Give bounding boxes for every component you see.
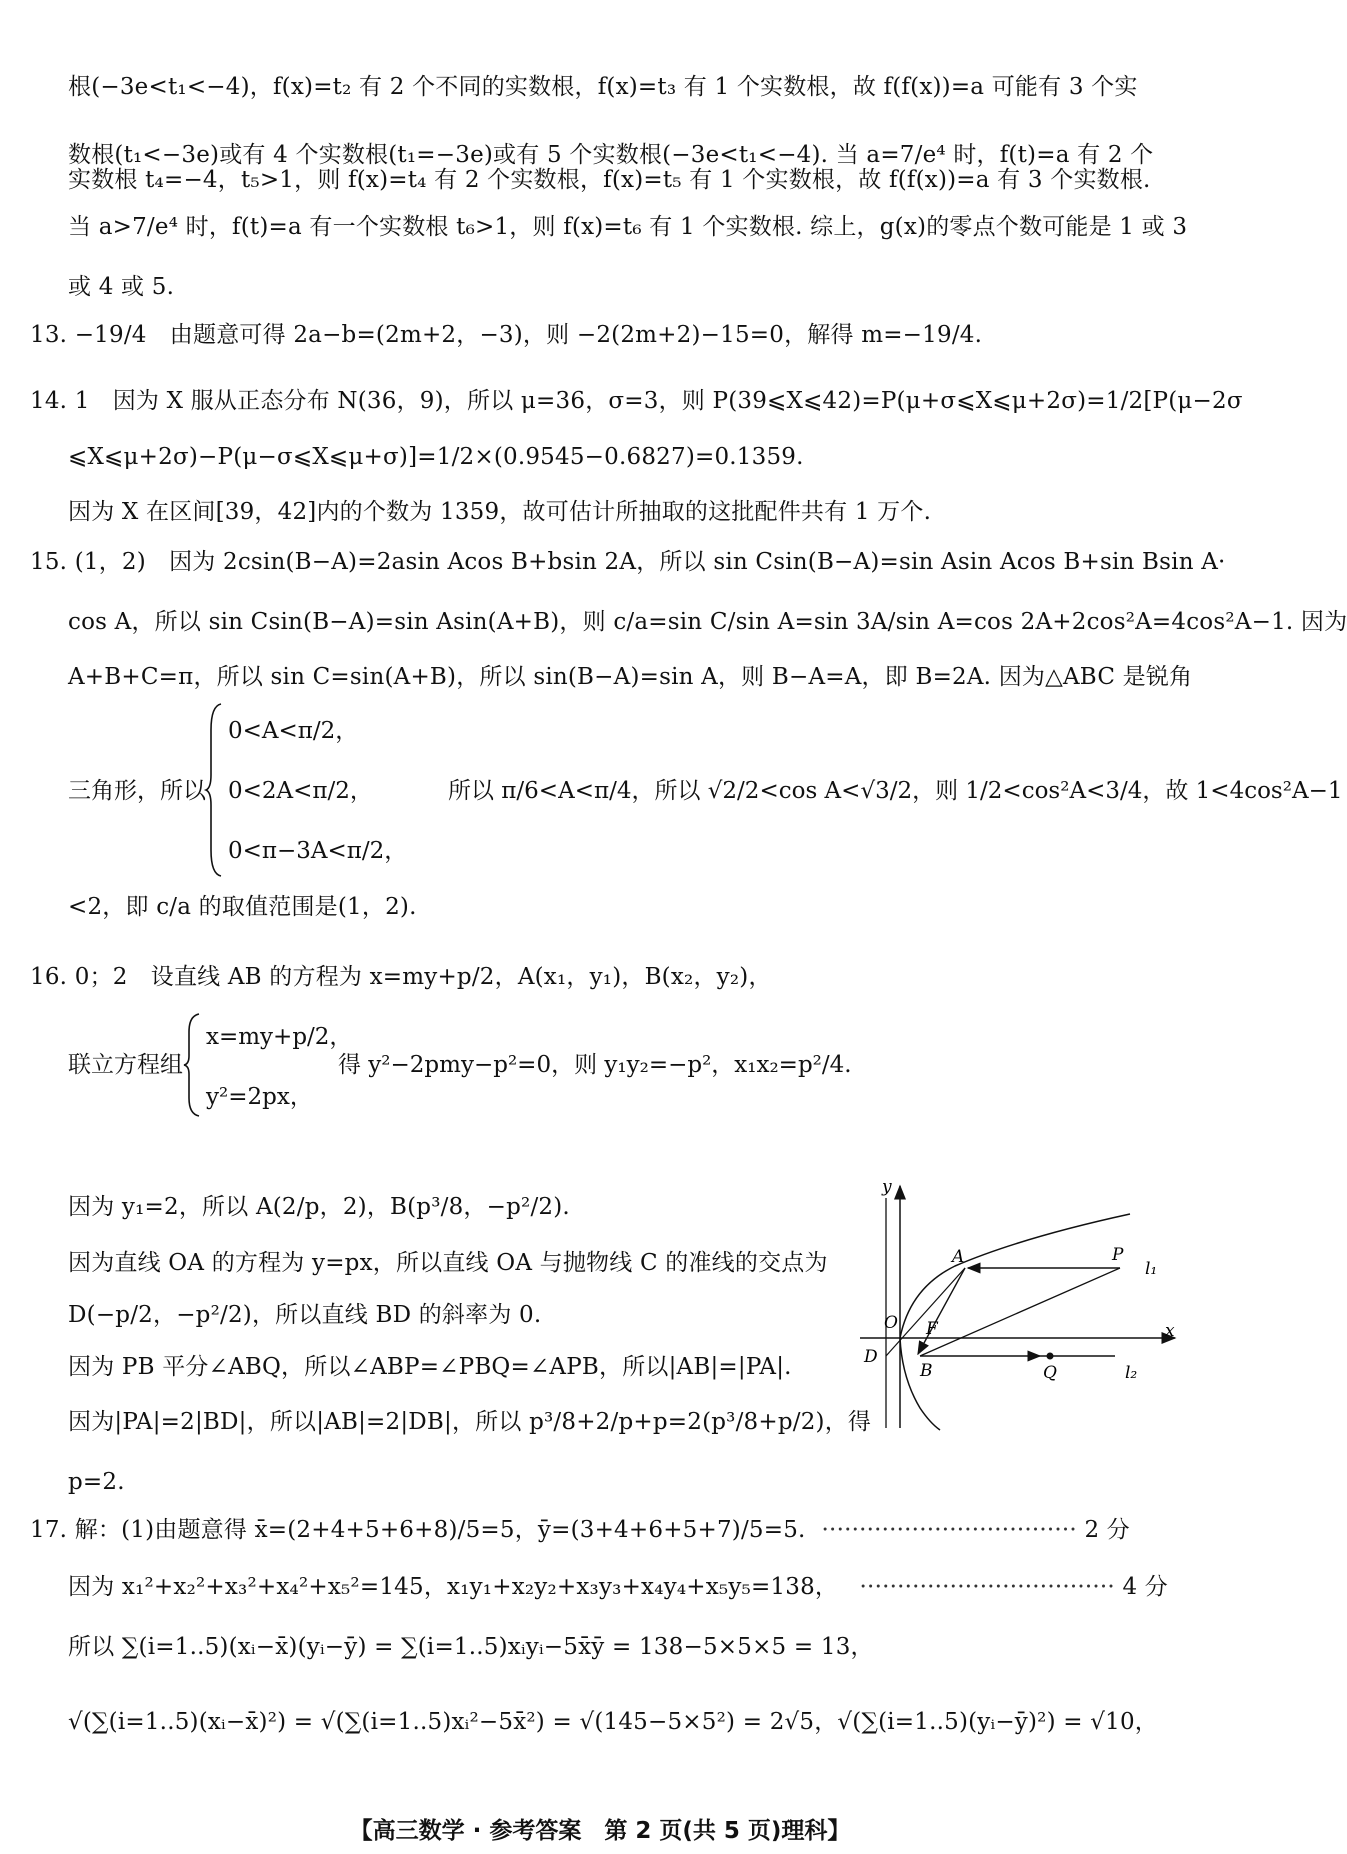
parabola-figure bbox=[850, 1178, 1180, 1433]
text-line: 或 4 或 5. bbox=[68, 274, 175, 300]
label-O: O bbox=[884, 1313, 898, 1333]
label-l1: l₁ bbox=[1145, 1259, 1158, 1279]
answer-16-line1: 16. 0；2 设直线 AB 的方程为 x=my+p/2，A(x₁，y₁)，B(x₂，y₂)， bbox=[30, 964, 772, 990]
answer-16-line5: D(−p/2，−p²/2)，所以直线 BD 的斜率为 0. bbox=[68, 1302, 542, 1328]
left-brace-icon bbox=[183, 1010, 203, 1120]
system-row: 0<π−3A<π/2， bbox=[228, 838, 408, 864]
answer-15-line1: 15. (1，2) 因为 2csin(B−A)=2asin Acos B+bsin 2A，所以 sin Csin(B−A)=sin Asin Acos B+sin Bsin A· bbox=[30, 549, 1226, 575]
point-Q bbox=[1047, 1353, 1054, 1360]
answer-16-line4: 因为直线 OA 的方程为 y=px，所以直线 OA 与抛物线 C 的准线的交点为 bbox=[68, 1250, 828, 1276]
answer-14-line1: 14. 1 因为 X 服从正态分布 N(36，9)，所以 μ=36，σ=3，则 P(39⩽X⩽42)=P(μ+σ⩽X⩽μ+2σ)=1/2[P(μ−2σ bbox=[30, 388, 1243, 414]
answer-16-line7: 因为|PA|=2|BD|，所以|AB|=2|DB|，所以 p³/8+2/p+p=2(p³/8+p/2)，得 bbox=[68, 1409, 872, 1435]
score-label: 4 分 bbox=[1122, 1574, 1168, 1600]
score-points bbox=[822, 1513, 1130, 1547]
score-points bbox=[860, 1570, 1168, 1604]
system-conclusion: 所以 π/6<A<π/4，所以 √2/2<cos A<√3/2，则 1/2<cos²A<3/4，故 1<4cos²A−1 bbox=[448, 778, 1343, 804]
answer-17-text: 17. 解：(1)由题意得 x̄=(2+4+5+6+8)/5=5，ȳ=(3+4+6+5+7)/5=5. bbox=[30, 1517, 806, 1543]
text-line: 数根(t₁<−3e)或有 4 个实数根(t₁=−3e)或有 5 个实数根(−3e<t₁<−4). 当 a=7/e⁴ 时，f(t)=a 有 2 个 bbox=[68, 142, 1154, 168]
system-row: x=my+p/2， bbox=[206, 1024, 353, 1050]
label-y: y bbox=[882, 1177, 892, 1197]
answer-13: 13. −19/4 由题意可得 2a−b=(2m+2，−3)，则 −2(2m+2)−15=0，解得 m=−19/4. bbox=[30, 322, 983, 348]
answer-16-line8: p=2. bbox=[68, 1469, 125, 1495]
answer-14-line3: 因为 X 在区间[39，42]内的个数为 1359，故可估计所抽取的这批配件共有 1 万个. bbox=[68, 499, 932, 525]
label-l2: l₂ bbox=[1125, 1363, 1138, 1383]
line-BP bbox=[920, 1268, 1120, 1356]
answer-17-line4: √(∑(i=1..5)(xᵢ−x̄)²) = √(∑(i=1..5)xᵢ²−5x̄²) = √(145−5×5²) = 2√5，√(∑(i=1..5)(yᵢ−ȳ)²) = √10， bbox=[68, 1709, 1158, 1735]
label-x: x bbox=[1165, 1321, 1175, 1341]
answer-15-line3: A+B+C=π，所以 sin C=sin(A+B)，所以 sin(B−A)=sin A，则 B−A=A，即 B=2A. 因为△ABC 是锐角 bbox=[68, 664, 1193, 690]
system-conclusion: 得 y²−2pmy−p²=0，则 y₁y₂=−p²，x₁x₂=p²/4. bbox=[338, 1052, 852, 1078]
page-footer: 【高三数学 · 参考答案 第 2 页(共 5 页)理科】 bbox=[349, 1818, 851, 1844]
answer-15-line2: cos A，所以 sin Csin(B−A)=sin Asin(A+B)，则 c/a=sin C/sin A=sin 3A/sin A=cos 2A+2cos²A=4cos²A−1. 因为 bbox=[68, 609, 1347, 635]
label-P: P bbox=[1112, 1245, 1124, 1265]
answer-17-line2 bbox=[68, 1570, 1168, 1604]
system-row: y²=2px， bbox=[206, 1084, 313, 1110]
label-D: D bbox=[864, 1347, 878, 1367]
label-F: F bbox=[926, 1319, 938, 1339]
leader-dots: ·································· bbox=[859, 1574, 1115, 1600]
answer-16-system bbox=[68, 1010, 1178, 1120]
answer-14-line2: ⩽X⩽μ+2σ)−P(μ−σ⩽X⩽μ+σ)]=1/2×(0.9545−0.6827)=0.1359. bbox=[68, 444, 804, 470]
answer-16-line6: 因为 PB 平分∠ABQ，所以∠ABP=∠PBQ=∠APB，所以|AB|=|PA|. bbox=[68, 1354, 792, 1380]
label-A: A bbox=[952, 1247, 965, 1267]
text-line: 当 a>7/e⁴ 时，f(t)=a 有一个实数根 t₆>1，则 f(x)=t₆ 有 1 个实数根. 综上，g(x)的零点个数可能是 1 或 3 bbox=[68, 214, 1188, 240]
system-lead: 三角形，所以 bbox=[68, 778, 206, 804]
label-Q: Q bbox=[1043, 1363, 1057, 1383]
answer-16-line3: 因为 y₁=2，所以 A(2/p，2)，B(p³/8，−p²/2). bbox=[68, 1194, 570, 1220]
text-line: 根(−3e<t₁<−4)，f(x)=t₂ 有 2 个不同的实数根，f(x)=t₃ 有 1 个实数根，故 f(f(x))=a 可能有 3 个实 bbox=[68, 74, 1138, 100]
answer-17-line1 bbox=[30, 1513, 1130, 1547]
label-B: B bbox=[920, 1361, 933, 1381]
line-DA bbox=[886, 1268, 965, 1356]
left-brace-icon bbox=[205, 700, 225, 880]
system-row: 0<A<π/2， bbox=[228, 718, 359, 744]
system-lead: 联立方程组 bbox=[68, 1052, 183, 1078]
answer-15-system bbox=[68, 700, 1343, 880]
answer-17-text: 因为 x₁²+x₂²+x₃²+x₄²+x₅²=145，x₁y₁+x₂y₂+x₃y₃+x₄y₄+x₅y₅=138， bbox=[68, 1574, 839, 1600]
answer-17-line3: 所以 ∑(i=1..5)(xᵢ−x̄)(yᵢ−ȳ) = ∑(i=1..5)xᵢyᵢ−5x̄ȳ = 138−5×5×5 = 13， bbox=[68, 1634, 874, 1660]
text-line: 实数根 t₄=−4，t₅>1，则 f(x)=t₄ 有 2 个实数根，f(x)=t₅ 有 1 个实数根，故 f(f(x))=a 有 3 个实数根. bbox=[68, 167, 1151, 193]
system-row: 0<2A<π/2， bbox=[228, 778, 373, 804]
answer-15-line5: <2，即 c/a 的取值范围是(1，2). bbox=[68, 894, 417, 920]
leader-dots: ·································· bbox=[821, 1517, 1077, 1543]
line-AB bbox=[918, 1268, 965, 1354]
score-label: 2 分 bbox=[1084, 1517, 1130, 1543]
